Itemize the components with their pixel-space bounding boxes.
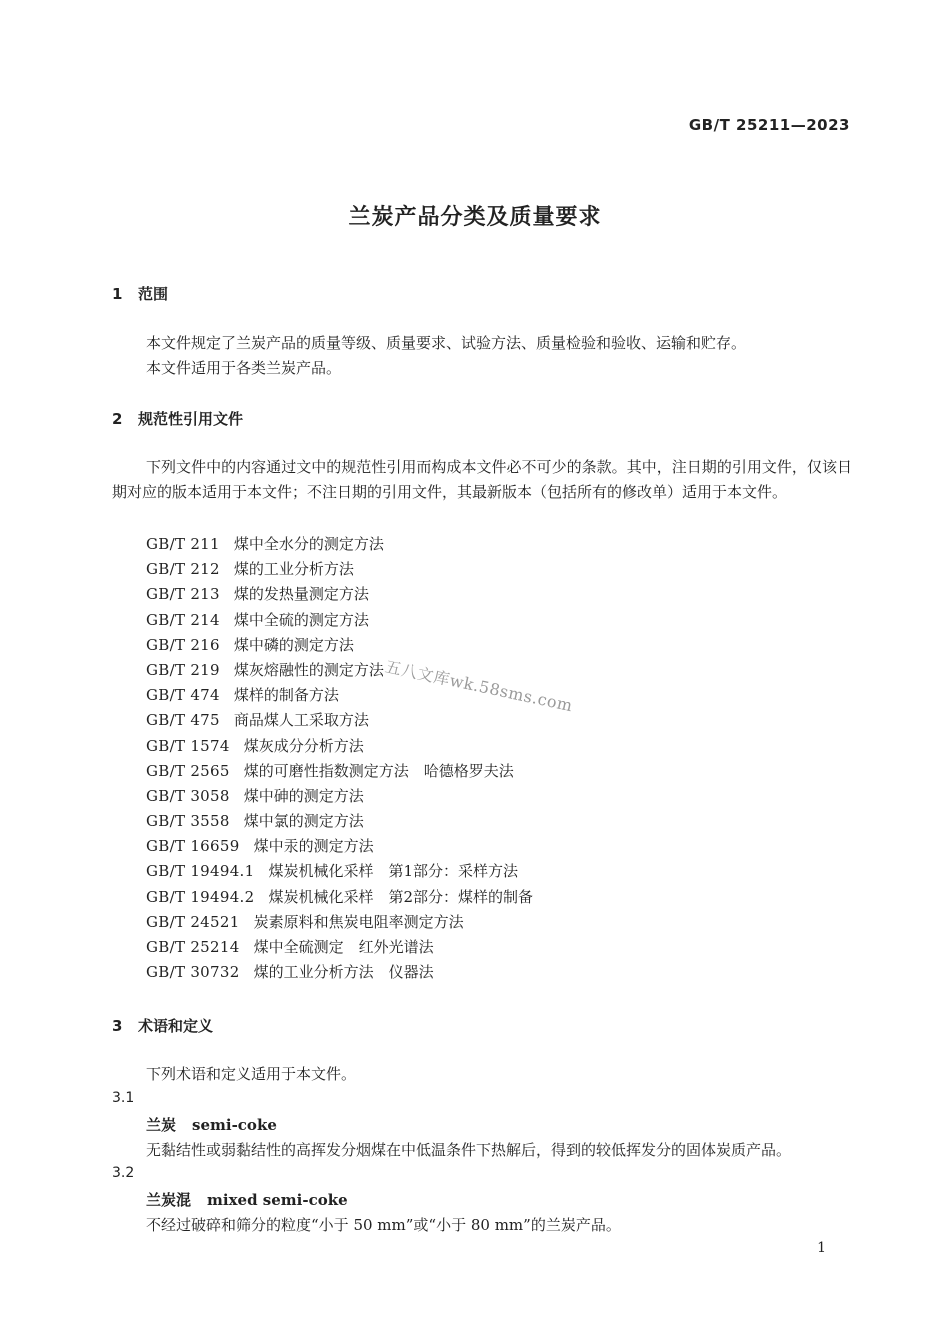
section-number: 3 <box>112 1017 123 1035</box>
reference-title: 煤中全硫测定 红外光谱法 <box>253 938 434 956</box>
section-1-heading <box>112 283 168 304</box>
reference-item <box>146 960 533 985</box>
reference-title: 煤中全水分的测定方法 <box>233 535 384 553</box>
reference-item <box>146 608 533 633</box>
reference-title: 煤灰成分分析方法 <box>243 736 364 755</box>
reference-code: GB/T 19494.1 <box>146 862 255 881</box>
reference-title: 煤灰熔融性的测定方法 <box>233 660 384 679</box>
reference-title: 煤的发热量测定方法 <box>233 585 369 604</box>
reference-code: GB/T 214 <box>146 610 220 629</box>
reference-item <box>146 734 533 759</box>
reference-title: 煤炭机械化采样 第2部分：煤样的制备 <box>268 887 534 906</box>
reference-code: GB/T 24521 <box>146 912 240 931</box>
section-title: 规范性引用文件 <box>138 410 244 428</box>
reference-item <box>146 859 533 884</box>
reference-title: 煤样的制备方法 <box>233 686 339 705</box>
reference-title: 商品煤人工采取方法 <box>233 711 369 730</box>
term-number: 3.1 <box>112 1090 135 1106</box>
reference-item <box>146 809 533 834</box>
reference-item <box>146 582 533 607</box>
section-number: 1 <box>112 285 123 303</box>
reference-item <box>146 759 533 784</box>
term-en: mixed semi-coke <box>207 1191 348 1209</box>
reference-code: GB/T 213 <box>146 585 220 604</box>
reference-code: GB/T 475 <box>146 711 220 730</box>
section-1-para-1: 本文件规定了兰炭产品的质量等级、质量要求、试验方法、质量检验和验收、运输和贮存。 <box>146 334 747 352</box>
term-zh: 兰炭混 <box>146 1191 192 1209</box>
reference-title: 煤的工业分析方法 仪器法 <box>253 963 434 982</box>
reference-title: 煤中磷的测定方法 <box>233 635 354 654</box>
term-definition: 不经过破碎和筛分的粒度“小于 50 mm”或“小于 80 mm”的兰炭产品。 <box>146 1216 621 1234</box>
reference-code: GB/T 211 <box>146 535 220 553</box>
reference-item <box>146 557 533 582</box>
reference-title: 煤中氯的测定方法 <box>243 812 364 831</box>
reference-title: 煤的工业分析方法 <box>233 560 354 579</box>
watermark: 五八文库wk.58sms.com <box>383 656 575 716</box>
reference-item <box>146 708 533 733</box>
reference-code: GB/T 216 <box>146 635 220 654</box>
reference-title: 煤中全硫的测定方法 <box>233 610 369 629</box>
reference-title: 煤炭机械化采样 第1部分：采样方法 <box>268 862 519 881</box>
reference-code: GB/T 16659 <box>146 837 240 856</box>
term-en: semi-coke <box>192 1116 277 1134</box>
reference-code: GB/T 30732 <box>146 963 240 982</box>
term-heading <box>146 1114 277 1135</box>
section-3-intro: 下列术语和定义适用于本文件。 <box>146 1065 357 1083</box>
reference-item <box>146 935 533 960</box>
reference-code: GB/T 19494.2 <box>146 887 255 906</box>
term-definition: 无黏结性或弱黏结性的高挥发分烟煤在中低温条件下热解后，得到的较低挥发分的固体炭质产品。 <box>146 1141 792 1159</box>
reference-code: GB/T 2565 <box>146 761 230 780</box>
reference-title: 煤中汞的测定方法 <box>253 837 374 856</box>
reference-code: GB/T 1574 <box>146 736 230 755</box>
term-number: 3.2 <box>112 1165 135 1181</box>
section-3-heading <box>112 1015 213 1036</box>
reference-code: GB/T 474 <box>146 686 220 705</box>
reference-title: 煤中砷的测定方法 <box>243 786 364 805</box>
section-2-intro: 下列文件中的内容通过文中的规范性引用而构成本文件必不可少的条款。其中，注日期的引用文件，仅该日期对应的版本适用于本文件；不注日期的引用文件，其最新版本（包括所有的修改单）适用于本文件。 <box>112 458 852 501</box>
document-title: 兰炭产品分类及质量要求 <box>348 205 602 230</box>
reference-item <box>146 633 533 658</box>
term-heading <box>146 1189 348 1210</box>
section-1-para-2: 本文件适用于各类兰炭产品。 <box>146 359 342 377</box>
reference-item <box>146 885 533 910</box>
reference-title: 炭素原料和焦炭电阻率测定方法 <box>253 912 464 931</box>
reference-list <box>146 532 533 985</box>
section-2-heading <box>112 408 243 429</box>
reference-item <box>146 784 533 809</box>
reference-code: GB/T 219 <box>146 660 220 679</box>
reference-title: 煤的可磨性指数测定方法 哈德格罗夫法 <box>243 761 514 780</box>
reference-code: GB/T 3058 <box>146 786 230 805</box>
section-title: 术语和定义 <box>138 1017 214 1035</box>
term-zh: 兰炭 <box>146 1116 177 1134</box>
reference-code: GB/T 25214 <box>146 938 240 956</box>
reference-item <box>146 834 533 859</box>
reference-item <box>146 910 533 935</box>
reference-code: GB/T 3558 <box>146 812 230 831</box>
section-title: 范围 <box>138 285 169 303</box>
reference-code: GB/T 212 <box>146 560 220 579</box>
reference-item <box>146 532 533 557</box>
standard-code: GB/T 25211—2023 <box>688 116 850 134</box>
page-number: 1 <box>817 1240 826 1256</box>
section-number: 2 <box>112 410 123 428</box>
